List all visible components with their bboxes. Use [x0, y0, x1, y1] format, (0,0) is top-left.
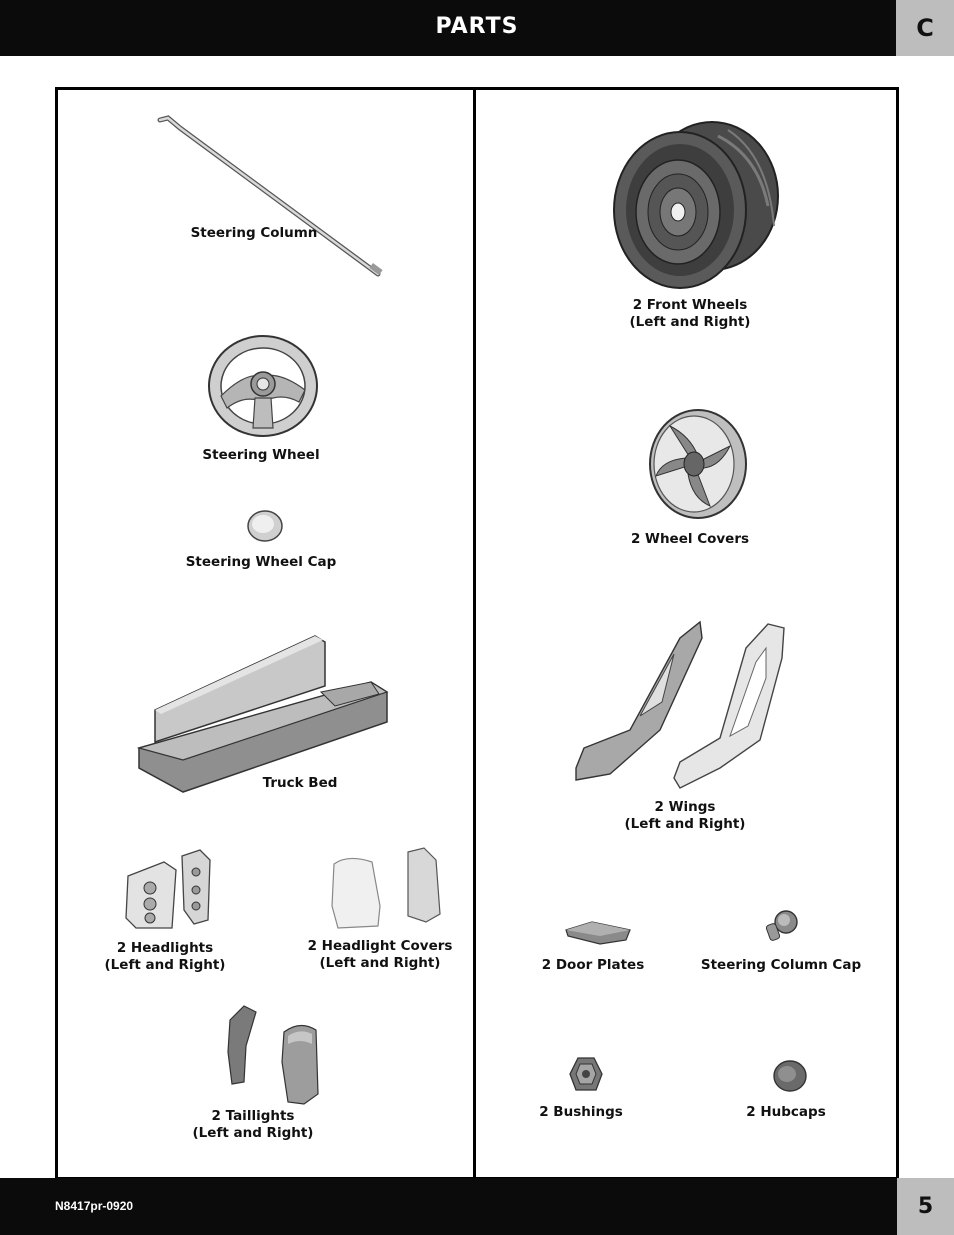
model-number: N8417pr-0920 [55, 1199, 134, 1213]
taillights-label-line2: (Left and Right) [192, 1125, 314, 1141]
page-number: 5 [897, 1178, 954, 1235]
headlight-covers-label-line2: (Left and Right) [319, 955, 441, 971]
headlights-label-line1: 2 Headlights [116, 940, 214, 956]
wings-label-line2: (Left and Right) [624, 816, 746, 832]
headlight-covers-illustration [328, 846, 446, 932]
section-tab: C [896, 0, 954, 56]
taillights-label [193, 1108, 314, 1142]
headlights-label-line2: (Left and Right) [104, 957, 226, 973]
hubcaps-label: 2 Hubcaps [746, 1104, 826, 1120]
bushings-label: 2 Bushings [539, 1104, 623, 1120]
steering-column-cap-label: Steering Column Cap [700, 957, 862, 973]
hubcaps-illustration [770, 1058, 808, 1094]
column-divider [473, 87, 476, 1180]
front-wheels-label [630, 297, 751, 331]
steering-wheel-label: Steering Wheel [202, 447, 320, 463]
steering-wheel-cap-label: Steering Wheel Cap [185, 554, 337, 570]
wings-label-line1: 2 Wings [654, 799, 716, 815]
wings-label [625, 799, 746, 833]
front-wheels-label-line2: (Left and Right) [629, 314, 751, 330]
door-plates-label: 2 Door Plates [541, 957, 645, 973]
wheel-covers-illustration [640, 406, 750, 522]
headlights-label [105, 940, 226, 974]
truck-bed-illustration [135, 632, 391, 796]
headlights-illustration [124, 848, 216, 932]
wheel-covers-label: 2 Wheel Covers [630, 531, 750, 547]
truck-bed-label: Truck Bed [262, 775, 338, 791]
front-wheels-label-line1: 2 Front Wheels [632, 297, 748, 313]
taillights-label-line1: 2 Taillights [211, 1108, 295, 1124]
door-plates-illustration [562, 920, 634, 946]
steering-wheel-cap-illustration [246, 509, 284, 543]
front-wheels-illustration [608, 116, 780, 292]
taillights-illustration [224, 1002, 324, 1108]
steering-column-label: Steering Column [190, 225, 318, 241]
footer-bar [0, 1178, 897, 1235]
page-title: PARTS [435, 14, 519, 39]
headlight-covers-label-line1: 2 Headlight Covers [307, 938, 453, 954]
steering-column-cap-illustration [764, 908, 804, 944]
steering-wheel-illustration [205, 332, 321, 440]
bushings-illustration [566, 1054, 606, 1094]
headlight-covers-label [308, 938, 453, 972]
wings-illustration [570, 618, 790, 790]
steering-column-illustration [150, 112, 390, 284]
